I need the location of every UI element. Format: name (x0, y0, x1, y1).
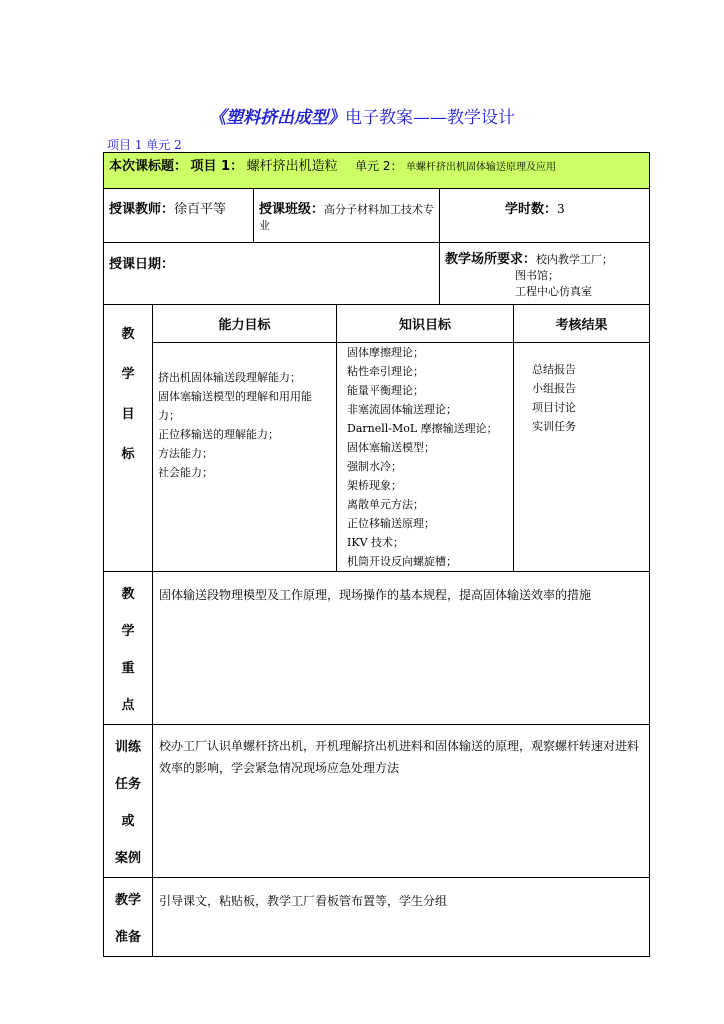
objectives-side-1: 教 (121, 327, 135, 342)
training-side-3: 或 (121, 814, 135, 829)
keypoints-side-label (104, 572, 153, 725)
training-side-2: 任务 (114, 777, 141, 792)
venue-item-3: 工程中心仿真室 (515, 285, 592, 298)
knowledge-item: 非塞流固体输送理论； (347, 403, 457, 416)
topic-project: 项目 1： (190, 159, 244, 174)
knowledge-item: Darnell-MoL 摩擦输送理论； (347, 422, 498, 435)
date-label: 授课日期： (109, 257, 175, 272)
assess-list (514, 343, 650, 572)
knowledge-item: 正位移输送原理； (347, 517, 435, 530)
knowledge-item: 固体塞输送模型； (347, 441, 435, 454)
title-book-name: 《塑料挤出成型》 (209, 108, 345, 128)
venue-cell (440, 243, 650, 305)
col-ability-header: 能力目标 (153, 305, 337, 343)
title-rest: 电子教案——教学设计 (345, 108, 515, 128)
hours-label: 学时数： (505, 202, 558, 217)
objectives-side-label (104, 305, 153, 572)
assess-item: 小组报告 (532, 382, 576, 395)
ability-item: 方法能力； (158, 447, 213, 460)
col-knowledge-header: 知识目标 (337, 305, 514, 343)
topic-unit-name: 单螺杆挤出机固体输送原理及应用 (406, 162, 557, 173)
objectives-side-2: 学 (121, 367, 135, 382)
keypoints-side-3: 重 (121, 661, 135, 676)
teacher-label: 授课教师： (109, 202, 175, 217)
knowledge-item: 固体摩擦理论； (347, 346, 424, 359)
teacher-cell (104, 189, 254, 243)
topic-unit: 单元 2： (355, 159, 403, 173)
venue-item-2: 图书馆； (515, 269, 559, 282)
training-side-4: 案例 (114, 851, 141, 866)
ability-item: 社会能力； (158, 466, 213, 479)
ability-list (153, 343, 337, 572)
knowledge-item: 机筒开设反向螺旋槽； (347, 555, 457, 568)
knowledge-list (337, 343, 514, 572)
document-subtitle: 项目 1 单元 2 (107, 138, 182, 152)
knowledge-item: 离散单元方法； (347, 498, 424, 511)
col-assess-header: 考核结果 (514, 305, 650, 343)
class-label: 授课班级： (259, 202, 325, 217)
venue-label: 教学场所要求： (445, 252, 537, 267)
ability-item: 正位移输送的理解能力； (158, 428, 279, 441)
keypoints-side-2: 学 (121, 624, 135, 639)
knowledge-item: IKV 技术； (347, 536, 405, 549)
training-text: 校办工厂认识单螺杆挤出机，开机理解挤出机进料和固体输送的原理，观察螺杆转速对进料效率的影响，学会紧急情况现场应急处理方法 (153, 725, 650, 878)
ability-item: 挤出机固体输送段理解能力； (158, 371, 301, 384)
prep-side-2: 准备 (114, 930, 141, 945)
topic-project-name: 螺杆挤出机造粒 (246, 159, 338, 174)
keypoints-text: 固体输送段物理模型及工作原理，现场操作的基本规程，提高固体输送效率的措施 (153, 572, 650, 725)
keypoints-side-4: 点 (121, 698, 135, 713)
teacher-name: 徐百平等 (174, 202, 227, 217)
document-title (0, 103, 724, 128)
prep-side-1: 教学 (114, 893, 141, 908)
objectives-side-4: 标 (121, 447, 135, 462)
training-side-1: 训练 (114, 740, 141, 755)
keypoints-side-1: 教 (121, 587, 135, 602)
hours-value: 3 (557, 202, 565, 216)
hours-cell (440, 189, 650, 243)
venue-item-1: 校内教学工厂； (536, 253, 614, 266)
ability-item: 固体塞输送模型的理解和用用能力； (158, 390, 312, 422)
objectives-side-3: 目 (121, 407, 135, 422)
knowledge-item: 粘性牵引理论； (347, 365, 424, 378)
assess-item: 项目讨论 (532, 401, 576, 414)
prep-side-label (104, 878, 153, 957)
date-cell (104, 243, 440, 305)
assess-item: 总结报告 (532, 363, 576, 376)
class-cell (254, 189, 440, 243)
prep-text: 引导课文，粘贴板，教学工厂看板管布置等，学生分组 (153, 878, 650, 957)
knowledge-item: 强制水冷； (347, 460, 402, 473)
topic-cell (104, 153, 650, 189)
training-side-label (104, 725, 153, 878)
knowledge-item: 能量平衡理论； (347, 384, 424, 397)
topic-label: 本次课标题： (109, 159, 188, 174)
lesson-plan-table (103, 152, 650, 957)
knowledge-item: 架桥现象； (347, 479, 402, 492)
class-name: 高分子材料加工技术专业 (259, 203, 435, 232)
assess-item: 实训任务 (532, 420, 576, 433)
